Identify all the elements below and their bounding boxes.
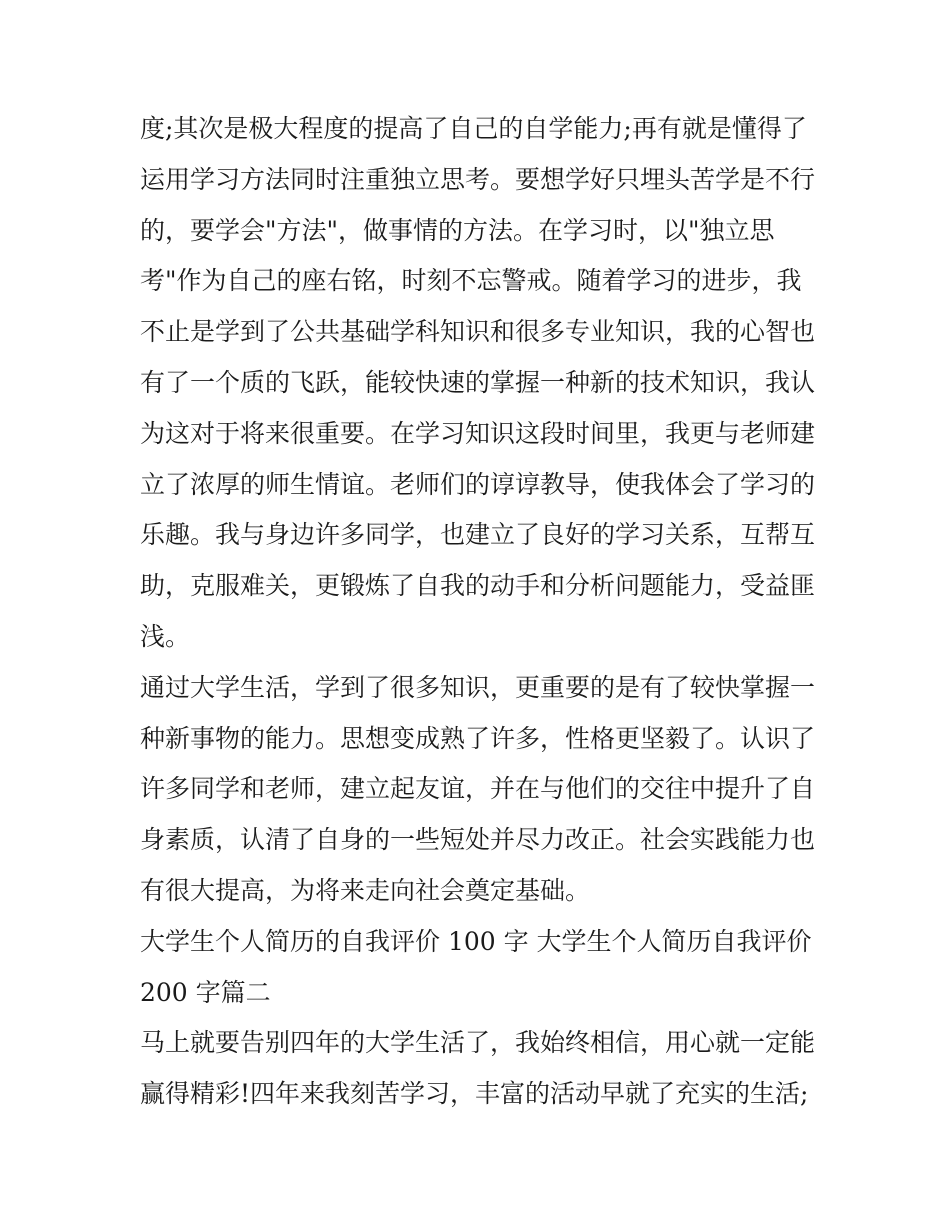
text-line: 的，要学会"方法"，做事情的方法。在学习时，以"独立思 <box>140 215 775 245</box>
text-line: 有了一个质的飞跃，能较快速的掌握一种新的技术知识，我认 <box>140 367 816 397</box>
text-line: 通过大学生活，学到了很多知识，更重要的是有了较快掌握一 <box>140 672 816 702</box>
text-line: 立了浓厚的师生情谊。老师们的谆谆教导，使我体会了学习的 <box>140 469 816 499</box>
text-line: 马上就要告别四年的大学生活了，我始终相信，用心就一定能 <box>140 1028 816 1058</box>
text-line: 种新事物的能力。思想变成熟了许多，性格更坚毅了。认识了 <box>140 723 816 753</box>
text-line: 身素质，认清了自身的一些短处并尽力改正。社会实践能力也 <box>140 825 816 855</box>
text-line: 为这对于将来很重要。在学习知识这段时间里，我更与老师建 <box>140 418 816 448</box>
section-heading-line: 大学生个人简历的自我评价 100 字 大学生个人简历自我评价 <box>140 926 812 956</box>
section-heading-line: 200 字篇二 <box>140 977 271 1007</box>
text-line: 赢得精彩!四年来我刻苦学习，丰富的活动早就了充实的生活; <box>140 1079 809 1109</box>
body-text <box>140 104 820 1120</box>
text-line: 度;其次是极大程度的提高了自己的自学能力;再有就是懂得了 <box>140 114 807 143</box>
text-line: 考"作为自己的座右铭，时刻不忘警戒。随着学习的进步，我 <box>140 266 802 296</box>
text-line: 有很大提高，为将来走向社会奠定基础。 <box>140 875 591 905</box>
text-line: 运用学习方法同时注重独立思考。要想学好只埋头苦学是不行 <box>140 164 816 194</box>
text-line: 浅。 <box>140 621 191 651</box>
text-line: 乐趣。我与身边许多同学，也建立了良好的学习关系，互帮互 <box>140 520 816 550</box>
text-line: 许多同学和老师，建立起友谊，并在与他们的交往中提升了自 <box>140 774 816 804</box>
text-line: 助，克服难关，更锻炼了自我的动手和分析问题能力，受益匪 <box>140 571 816 601</box>
text-line: 不止是学到了公共基础学科知识和很多专业知识，我的心智也 <box>140 317 816 347</box>
